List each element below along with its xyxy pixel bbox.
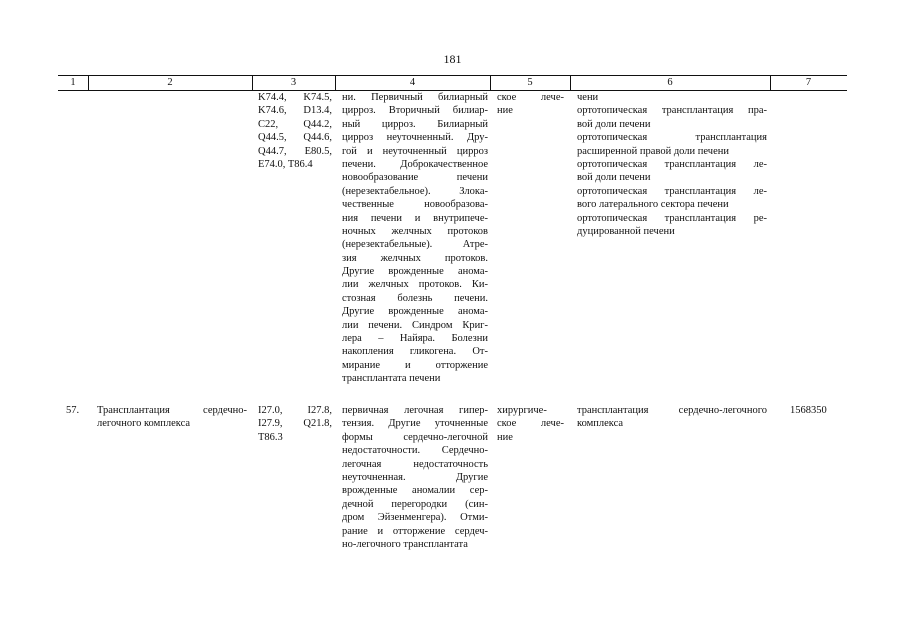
- text-line: I27.9, Q21.8,: [258, 418, 332, 430]
- text-line: E74.0, T86.4: [258, 158, 313, 170]
- text-line: хирургиче-: [497, 405, 547, 416]
- header-top-rule: [58, 75, 847, 76]
- text-line: ортотопическая трансплантация ле-: [577, 185, 767, 197]
- text-line: ское лече-: [497, 418, 564, 430]
- text-line: ортотопическая трансплантация пра-: [577, 105, 767, 117]
- cost-value: [790, 404, 827, 417]
- text-line: лера – Найяра. Болезни: [342, 333, 488, 345]
- header-col-5: 5: [527, 77, 533, 88]
- header-col-7: 7: [805, 77, 812, 88]
- text-line: легочная недостаточность: [342, 458, 488, 470]
- text-line: Q44.5, Q44.6,: [258, 132, 332, 144]
- treatment-methods: [577, 91, 767, 238]
- text-line: чественные новообразова-: [342, 199, 488, 211]
- header-col-1: 1: [70, 77, 76, 88]
- text-line: дром Эйзенменгера). Отми-: [342, 512, 488, 524]
- text-line: ние: [497, 105, 513, 117]
- text-line: формы сердечно-легочной: [342, 431, 488, 443]
- text-line: K74.4, K74.5,: [258, 92, 332, 103]
- text-line: зия желчных протоков.: [342, 252, 488, 264]
- text-line: недостаточности. Сердечно-: [342, 445, 488, 457]
- text-line: I27.0, I27.8,: [258, 405, 332, 416]
- text-line: стозная болезнь печени.: [342, 292, 488, 304]
- text-line: печени. Доброкачественное: [342, 158, 488, 170]
- table-header: [58, 75, 847, 91]
- text-line: вой доли печени: [577, 172, 651, 184]
- text-line: ортотопическая трансплантация: [577, 132, 767, 144]
- text-line: Q44.7, E80.5,: [258, 145, 332, 157]
- text-line: (нерезектабельное). Злока-: [342, 185, 488, 197]
- text-line: ортотопическая трансплантация ле-: [577, 158, 767, 170]
- text-line: трансплантация сердечно-легочного: [577, 405, 767, 416]
- text-line: ние: [497, 431, 513, 443]
- diagnoses: [342, 91, 488, 386]
- text-line: рание и отторжение сердеч-: [342, 525, 488, 537]
- text-line: лии печени. Синдром Криг-: [342, 319, 488, 331]
- text-line: K74.6, D13.4,: [258, 105, 332, 117]
- icd-codes: [258, 91, 332, 171]
- text-line: ночных желчных протоков: [342, 225, 488, 237]
- header-col-3: 3: [290, 77, 297, 88]
- text-line: но-легочного трансплантата: [342, 538, 468, 550]
- text-line: чени: [577, 92, 599, 103]
- text-line: 1568350: [790, 405, 827, 416]
- text-line: дечной перегородки (син-: [342, 498, 488, 510]
- text-line: неуточненная. Другие: [342, 471, 488, 483]
- header-col-2: 2: [167, 77, 173, 88]
- text-line: (нерезектабельные). Атре-: [342, 239, 488, 251]
- text-line: накопления гликогена. От-: [342, 346, 488, 358]
- text-line: T86.3: [258, 431, 283, 443]
- text-line: дуцированной печени: [577, 225, 675, 237]
- text-line: тензия. Другие уточненные: [342, 418, 488, 430]
- text-line: цирроз неуточненный. Дру-: [342, 132, 488, 144]
- text-line: новообразование печени: [342, 172, 488, 184]
- text-line: ный цирроз. Билиарный: [342, 118, 488, 130]
- text-line: Другие врожденные анома-: [342, 266, 488, 278]
- text-line: мирание и отторжение: [342, 359, 488, 371]
- text-line: Другие врожденные анома-: [342, 306, 488, 318]
- header-col-6: 6: [667, 77, 673, 88]
- diagnoses: [342, 404, 488, 551]
- text-line: гой и неуточненный цирроз: [342, 145, 488, 157]
- header-col-4: 4: [409, 77, 416, 88]
- treatment-type: [497, 404, 564, 444]
- text-line: ния печени и внутрипече-: [342, 212, 488, 224]
- text-line: Трансплантация сердечно-: [97, 405, 247, 416]
- row-number: [66, 404, 79, 417]
- text-line: вой доли печени: [577, 118, 651, 130]
- text-line: цирроз. Вторичный билиар-: [342, 105, 488, 117]
- page-number: 181: [443, 52, 462, 66]
- procedure-name: [97, 404, 247, 431]
- text-line: лии желчных протоков. Ки-: [342, 279, 488, 291]
- text-line: 57.: [66, 405, 80, 416]
- text-line: расширенной правой доли печени: [577, 145, 729, 157]
- text-line: первичная легочная гипер-: [342, 405, 488, 416]
- text-line: вого латерального сектора печени: [577, 199, 729, 211]
- icd-codes: [258, 404, 332, 444]
- text-line: врожденные аномалии сер-: [342, 485, 488, 497]
- text-line: ское лече-: [497, 92, 564, 103]
- text-line: комплекса: [577, 418, 624, 430]
- text-line: легочного комплекса: [97, 418, 191, 430]
- text-line: ортотопическая трансплантация ре-: [577, 212, 767, 224]
- text-line: трансплантата печени: [342, 373, 441, 385]
- text-line: C22, Q44.2,: [258, 118, 332, 130]
- text-line: ни. Первичный билиарный: [342, 92, 488, 103]
- treatment-methods: [577, 404, 767, 431]
- treatment-type: [497, 91, 564, 118]
